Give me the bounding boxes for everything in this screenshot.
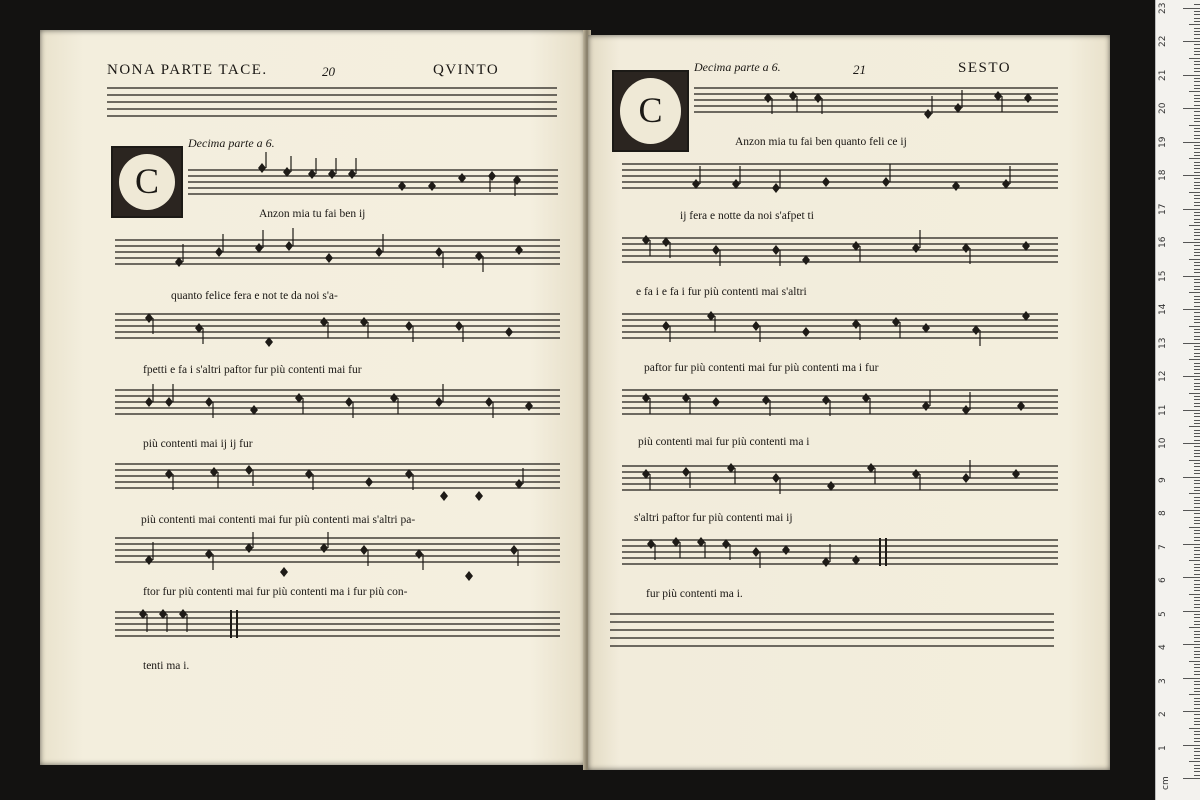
ruler-tick: [1194, 51, 1200, 52]
ruler-tick: [1194, 306, 1200, 307]
ruler-tick: [1183, 443, 1200, 444]
ruler-tick: [1194, 332, 1200, 333]
ruler-number: 16: [1158, 236, 1168, 248]
ruler-tick: [1194, 145, 1200, 146]
ruler-tick: [1183, 209, 1200, 210]
ruler-tick: [1194, 631, 1200, 632]
ruler-tick: [1194, 721, 1200, 722]
ruler-tick: [1194, 302, 1200, 303]
ruler-tick: [1194, 215, 1200, 216]
ruler-tick: [1183, 477, 1200, 478]
ruler-number: 11: [1158, 404, 1168, 416]
ruler-tick: [1194, 165, 1200, 166]
ruler-tick: [1194, 406, 1200, 407]
measurement-ruler: [1155, 0, 1200, 800]
ruler-tick: [1194, 312, 1200, 313]
lyric-line: quanto felice fera e not te da noi s'a-: [171, 290, 338, 302]
ruler-tick: [1189, 527, 1200, 528]
ruler-tick: [1194, 95, 1200, 96]
ruler-tick: [1194, 530, 1200, 531]
ruler-tick: [1194, 420, 1200, 421]
ruler-tick: [1194, 570, 1200, 571]
decorated-initial-left: [111, 146, 183, 218]
ruler-tick: [1194, 34, 1200, 35]
lyric-line: ij fera e notte da noi s'afpet ti: [680, 210, 814, 222]
ruler-tick: [1194, 64, 1200, 65]
ruler-tick: [1183, 8, 1200, 9]
ruler-tick: [1183, 75, 1200, 76]
ruler-tick: [1183, 678, 1200, 679]
ruler-tick: [1194, 731, 1200, 732]
ruler-tick: [1194, 657, 1200, 658]
ruler-tick: [1194, 765, 1200, 766]
ruler-tick: [1194, 463, 1200, 464]
lyric-line: Anzon mia tu fai ben quanto feli ce ij: [735, 136, 907, 148]
ruler-tick: [1194, 349, 1200, 350]
ruler-tick: [1194, 118, 1200, 119]
ruler-tick: [1194, 296, 1200, 297]
ruler-tick: [1194, 547, 1200, 548]
ruler-tick: [1194, 654, 1200, 655]
ruler-tick: [1183, 611, 1200, 612]
ruler-tick: [1194, 634, 1200, 635]
ruler-tick: [1194, 38, 1200, 39]
ruler-tick: [1194, 262, 1200, 263]
ruler-tick: [1189, 158, 1200, 159]
ruler-tick: [1194, 480, 1200, 481]
ruler-tick: [1194, 651, 1200, 652]
ruler-tick: [1194, 557, 1200, 558]
ruler-tick: [1194, 574, 1200, 575]
ruler-tick: [1183, 376, 1200, 377]
lyric-line: fur più contenti ma i.: [646, 588, 743, 600]
ruler-tick: [1194, 18, 1200, 19]
ruler-tick: [1194, 550, 1200, 551]
ruler-tick: [1194, 131, 1200, 132]
ruler-tick: [1194, 450, 1200, 451]
ruler-tick: [1194, 580, 1200, 581]
music-staff: [115, 238, 560, 270]
ruler-tick: [1194, 597, 1200, 598]
ruler-tick: [1194, 299, 1200, 300]
ruler-tick: [1194, 554, 1200, 555]
ruler-tick: [1194, 356, 1200, 357]
ruler-tick: [1194, 523, 1200, 524]
ruler-tick: [1194, 487, 1200, 488]
ruler-tick: [1194, 500, 1200, 501]
ruler-tick: [1194, 336, 1200, 337]
ruler-tick: [1194, 775, 1200, 776]
ruler-tick: [1194, 587, 1200, 588]
ruler-tick: [1194, 396, 1200, 397]
music-staff: [622, 236, 1058, 268]
ruler-tick: [1194, 289, 1200, 290]
ruler-tick: [1189, 91, 1200, 92]
ruler-tick: [1194, 255, 1200, 256]
ruler-tick: [1194, 701, 1200, 702]
ruler-tick: [1194, 540, 1200, 541]
lyric-line: fpetti e fa i s'altri paftor fur più contenti mai fur: [143, 364, 362, 376]
ruler-tick: [1194, 162, 1200, 163]
ruler-tick: [1194, 614, 1200, 615]
ruler-tick: [1194, 456, 1200, 457]
music-staff: [622, 162, 1058, 194]
left-running-header: NONA PARTE TACE.: [107, 62, 268, 78]
ruler-tick: [1189, 728, 1200, 729]
ruler-number: 1: [1158, 744, 1168, 751]
ruler-tick: [1194, 399, 1200, 400]
ruler-tick: [1194, 155, 1200, 156]
left-page-number: 20: [322, 64, 335, 79]
ruler-tick: [1194, 222, 1200, 223]
ruler-tick: [1194, 517, 1200, 518]
ruler-tick: [1194, 698, 1200, 699]
ruler-tick: [1194, 339, 1200, 340]
ruler-tick: [1189, 326, 1200, 327]
ruler-tick: [1183, 41, 1200, 42]
ruler-tick: [1194, 105, 1200, 106]
ruler-tick: [1189, 460, 1200, 461]
ruler-tick: [1194, 272, 1200, 273]
ruler-tick: [1194, 353, 1200, 354]
ruler-tick: [1194, 741, 1200, 742]
ruler-tick: [1194, 21, 1200, 22]
ruler-tick: [1194, 366, 1200, 367]
ruler-tick: [1183, 577, 1200, 578]
ruler-tick: [1194, 229, 1200, 230]
ruler-tick: [1194, 617, 1200, 618]
ruler-tick: [1194, 363, 1200, 364]
ruler-tick: [1194, 61, 1200, 62]
ruler-tick: [1194, 115, 1200, 116]
ruler-tick: [1194, 252, 1200, 253]
ruler-tick: [1194, 590, 1200, 591]
ruler-tick: [1194, 704, 1200, 705]
ruler-tick: [1194, 684, 1200, 685]
ruler-tick: [1194, 219, 1200, 220]
ruler-tick: [1194, 212, 1200, 213]
ruler-number: 7: [1158, 543, 1168, 550]
ruler-tick: [1194, 282, 1200, 283]
ruler-tick: [1194, 416, 1200, 417]
ruler-tick: [1194, 379, 1200, 380]
lyric-line: paftor fur più contenti mai fur più contenti ma i fur: [644, 362, 879, 374]
ruler-tick: [1183, 410, 1200, 411]
ruler-tick: [1183, 711, 1200, 712]
ruler-tick: [1194, 198, 1200, 199]
ruler-tick: [1194, 322, 1200, 323]
tacet-staff: [107, 86, 557, 120]
ruler-tick: [1194, 584, 1200, 585]
ruler-tick: [1194, 172, 1200, 173]
ruler-tick: [1194, 470, 1200, 471]
ruler-number: 4: [1158, 644, 1168, 650]
ruler-tick: [1194, 389, 1200, 390]
ruler-tick: [1194, 232, 1200, 233]
ruler-tick: [1183, 343, 1200, 344]
ruler-tick: [1194, 14, 1200, 15]
ruler-unit: cm: [1161, 776, 1171, 790]
ruler-number: 9: [1158, 476, 1168, 483]
ruler-tick: [1194, 68, 1200, 69]
ruler-number: 13: [1158, 337, 1168, 349]
ruler-tick: [1194, 621, 1200, 622]
ruler-number: 17: [1158, 203, 1168, 215]
lyric-line: più contenti mai contenti mai fur più contenti mai s'altri pa-: [141, 514, 416, 526]
ruler-tick: [1194, 533, 1200, 534]
ruler-tick: [1194, 121, 1200, 122]
ruler-tick: [1194, 265, 1200, 266]
ruler-tick: [1194, 681, 1200, 682]
left-part-name: QVINTO: [433, 62, 500, 78]
ruler-tick: [1194, 436, 1200, 437]
ruler-tick: [1194, 81, 1200, 82]
ruler-tick: [1189, 292, 1200, 293]
music-staff: [622, 312, 1058, 344]
ruler-number: 6: [1158, 577, 1168, 583]
ruler-tick: [1194, 624, 1200, 625]
ruler-tick: [1194, 148, 1200, 149]
ruler-tick: [1194, 386, 1200, 387]
ruler-tick: [1194, 718, 1200, 719]
ruler-tick: [1194, 497, 1200, 498]
ruler-tick: [1194, 279, 1200, 280]
music-staff: [622, 388, 1058, 420]
ruler-tick: [1194, 249, 1200, 250]
music-staff: [115, 388, 560, 420]
ruler-tick: [1194, 128, 1200, 129]
ruler-tick: [1194, 423, 1200, 424]
ruler-number: 14: [1158, 303, 1168, 315]
ruler-number: 15: [1158, 270, 1168, 282]
ruler-number: 22: [1158, 35, 1168, 47]
ruler-tick: [1183, 108, 1200, 109]
ruler-tick: [1194, 755, 1200, 756]
ruler-tick: [1194, 714, 1200, 715]
ruler-tick: [1189, 225, 1200, 226]
ruler-tick: [1194, 329, 1200, 330]
ruler-tick: [1194, 54, 1200, 55]
lyric-line: Anzon mia tu fai ben ij: [259, 208, 366, 220]
ruler-tick: [1194, 473, 1200, 474]
ruler-tick: [1194, 316, 1200, 317]
right-part-name: SESTO: [958, 60, 1012, 76]
ruler-tick: [1194, 671, 1200, 672]
ruler-tick: [1194, 413, 1200, 414]
ruler-tick: [1194, 751, 1200, 752]
ruler-tick: [1183, 510, 1200, 511]
ruler-tick: [1194, 71, 1200, 72]
ruler-number: 10: [1158, 437, 1168, 449]
ruler-tick: [1194, 567, 1200, 568]
ruler-tick: [1183, 644, 1200, 645]
ruler-tick: [1194, 604, 1200, 605]
ruler-tick: [1194, 734, 1200, 735]
ruler-tick: [1194, 738, 1200, 739]
ruler-tick: [1194, 98, 1200, 99]
ruler-tick: [1194, 748, 1200, 749]
right-section-label: Decima parte a 6.: [694, 60, 781, 74]
ruler-tick: [1194, 135, 1200, 136]
ruler-tick: [1194, 637, 1200, 638]
music-staff: [115, 312, 560, 344]
ruler-tick: [1194, 205, 1200, 206]
ruler-tick: [1183, 142, 1200, 143]
lyric-line: s'altri paftor fur più contenti mai ij: [634, 512, 793, 524]
ruler-tick: [1189, 393, 1200, 394]
music-staff: [622, 464, 1058, 496]
lyric-line: tenti ma i.: [143, 660, 190, 672]
ruler-tick: [1194, 383, 1200, 384]
ruler-tick: [1183, 175, 1200, 176]
right-page-number: 21: [853, 62, 866, 77]
ruler-tick: [1194, 11, 1200, 12]
ruler-tick: [1183, 309, 1200, 310]
ruler-tick: [1194, 88, 1200, 89]
ruler-tick: [1194, 188, 1200, 189]
ruler-tick: [1194, 111, 1200, 112]
decorated-initial-right: [612, 70, 689, 152]
ruler-tick: [1194, 369, 1200, 370]
ruler-tick: [1189, 259, 1200, 260]
ruler-tick: [1194, 490, 1200, 491]
ruler-number: 23: [1158, 2, 1168, 14]
initial-letter: C: [134, 161, 159, 202]
ruler-tick: [1194, 78, 1200, 79]
ruler-tick: [1194, 182, 1200, 183]
ruler-tick: [1194, 319, 1200, 320]
ruler-number: 21: [1158, 69, 1168, 81]
ruler-tick: [1194, 48, 1200, 49]
ruler-tick: [1194, 286, 1200, 287]
ruler-number: 5: [1158, 610, 1168, 617]
ruler-tick: [1189, 192, 1200, 193]
ruler-tick: [1194, 503, 1200, 504]
ruler-tick: [1189, 560, 1200, 561]
ruler-tick: [1194, 346, 1200, 347]
ruler-tick: [1194, 168, 1200, 169]
ruler-tick: [1194, 641, 1200, 642]
ruler-tick: [1194, 403, 1200, 404]
ruler-number: 20: [1158, 102, 1168, 114]
ruler-tick: [1194, 771, 1200, 772]
ruler-tick: [1189, 594, 1200, 595]
ruler-number: 12: [1158, 370, 1168, 382]
ruler-number: 18: [1158, 169, 1168, 181]
ruler-tick: [1194, 674, 1200, 675]
ruler-tick: [1183, 778, 1200, 779]
lyric-line: più contenti mai ij ij fur: [143, 438, 253, 450]
ruler-tick: [1194, 537, 1200, 538]
ruler-tick: [1189, 125, 1200, 126]
ruler-tick: [1194, 446, 1200, 447]
ruler-tick: [1194, 724, 1200, 725]
empty-staff: [610, 612, 1054, 654]
ruler-tick: [1194, 600, 1200, 601]
ruler-tick: [1194, 31, 1200, 32]
initial-letter: C: [638, 90, 663, 131]
ruler-tick: [1183, 276, 1200, 277]
music-staff-final: [622, 538, 1058, 570]
ruler-tick: [1194, 373, 1200, 374]
left-section-label: Decima parte a 6.: [188, 136, 275, 150]
ruler-tick: [1189, 761, 1200, 762]
ruler-tick: [1194, 564, 1200, 565]
ruler-tick: [1194, 758, 1200, 759]
ruler-tick: [1194, 507, 1200, 508]
ruler-tick: [1194, 691, 1200, 692]
ruler-tick: [1194, 433, 1200, 434]
lyric-line: e fa i e fa i fur più contenti mai s'altri: [636, 286, 807, 298]
ruler-tick: [1194, 520, 1200, 521]
ruler-tick: [1194, 768, 1200, 769]
ruler-tick: [1194, 440, 1200, 441]
ruler-tick: [1194, 667, 1200, 668]
ruler-tick: [1194, 28, 1200, 29]
ruler-tick: [1194, 138, 1200, 139]
ruler-tick: [1194, 607, 1200, 608]
ruler-tick: [1194, 708, 1200, 709]
ruler-tick: [1194, 185, 1200, 186]
ruler-tick: [1194, 466, 1200, 467]
music-staff: [115, 536, 560, 568]
ruler-tick: [1183, 544, 1200, 545]
ruler-tick: [1194, 235, 1200, 236]
ruler-number: 3: [1158, 677, 1168, 684]
ruler-tick: [1189, 359, 1200, 360]
music-staff: [115, 462, 560, 494]
ruler-tick: [1189, 493, 1200, 494]
ruler-tick: [1194, 245, 1200, 246]
ruler-tick: [1194, 269, 1200, 270]
ruler-tick: [1194, 85, 1200, 86]
ruler-tick: [1194, 664, 1200, 665]
ruler-tick: [1194, 430, 1200, 431]
ruler-tick: [1194, 4, 1200, 5]
music-staff: [694, 86, 1058, 118]
ruler-tick: [1194, 239, 1200, 240]
ruler-number: 2: [1158, 711, 1168, 717]
ruler-tick: [1194, 483, 1200, 484]
ruler-tick: [1194, 195, 1200, 196]
ruler-number: 8: [1158, 510, 1168, 516]
ruler-tick: [1194, 202, 1200, 203]
music-staff: [188, 168, 558, 198]
ruler-tick: [1194, 101, 1200, 102]
ruler-tick: [1189, 627, 1200, 628]
ruler-tick: [1194, 647, 1200, 648]
ruler-tick: [1183, 745, 1200, 746]
lyric-line: più contenti mai fur più contenti ma i: [638, 436, 810, 448]
ruler-number: 19: [1158, 136, 1168, 148]
ruler-tick: [1189, 661, 1200, 662]
ruler-tick: [1194, 688, 1200, 689]
ruler-tick: [1189, 694, 1200, 695]
ruler-tick: [1194, 152, 1200, 153]
ruler-tick: [1183, 242, 1200, 243]
ruler-tick: [1194, 513, 1200, 514]
lyric-line: ftor fur più contenti mai fur più contenti ma i fur più con-: [143, 586, 408, 598]
ruler-tick: [1194, 44, 1200, 45]
ruler-tick: [1189, 58, 1200, 59]
ruler-tick: [1189, 426, 1200, 427]
ruler-tick: [1194, 178, 1200, 179]
ruler-tick: [1189, 24, 1200, 25]
ruler-tick: [1194, 453, 1200, 454]
music-staff-final: [115, 610, 560, 642]
